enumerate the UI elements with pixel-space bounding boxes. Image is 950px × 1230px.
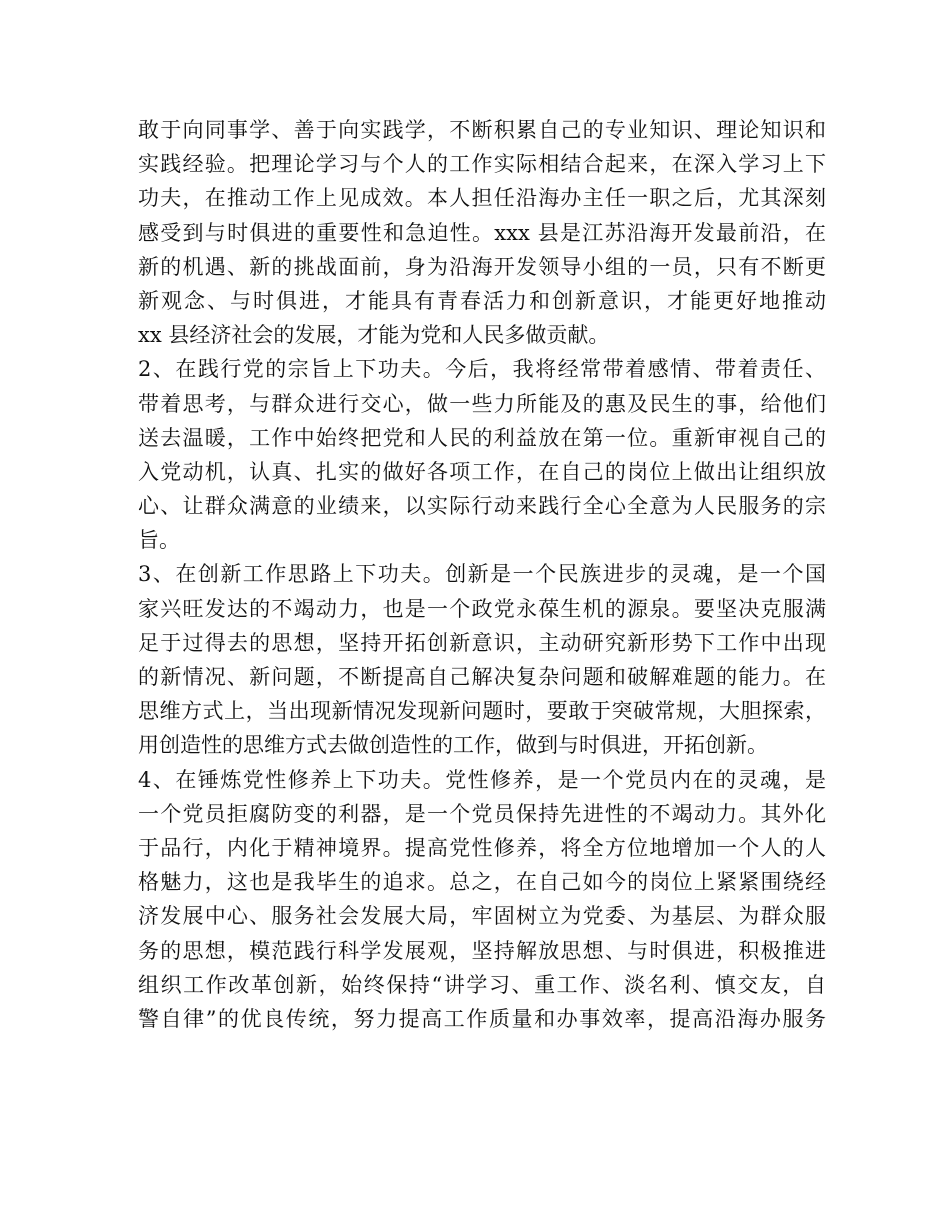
text-line: 警自律”的优良传统，努力提高工作质量和办事效率，提高沿海办服务: [138, 1006, 826, 1031]
text-line: 一个党员拒腐防变的利器，是一个党员保持先进性的不竭动力。其外化: [138, 801, 826, 826]
text-line: 实践经验。把理论学习与个人的工作实际相结合起来，在深入学习上下: [138, 152, 826, 177]
text-line: 送去温暖，工作中始终把党和人民的利益放在第一位。重新审视自己的: [138, 425, 826, 450]
text-line: 新的机遇、新的挑战面前，身为沿海开发领导小组的一员，只有不断更: [138, 254, 826, 279]
text-line: xx 县经济社会的发展，才能为党和人民多做贡献。: [138, 323, 610, 348]
text-line: 格魅力，这也是我毕生的追求。总之，在自己如今的岗位上紧紧围绕经: [138, 870, 826, 895]
text-line: 感受到与时俱进的重要性和急迫性。xxx 县是江苏沿海开发最前沿，在: [138, 220, 826, 245]
text-line: 思维方式上，当出现新情况发现新问题时，要敢于突破常规，大胆探索，: [138, 699, 826, 724]
document-body: [138, 113, 826, 1036]
text-line: 新观念、与时俱进，才能具有青春活力和创新意识，才能更好地推动: [138, 288, 826, 313]
text-line: 组织工作改革创新，始终保持“讲学习、重工作、淡名利、慎交友，自: [138, 972, 826, 997]
text-line: 心、让群众满意的业绩来，以实际行动来践行全心全意为人民服务的宗: [138, 494, 826, 519]
text-line: 用创造性的思维方式去做创造性的工作，做到与时俱进，开拓创新。: [138, 733, 768, 758]
text-line: 务的思想，模范践行科学发展观，坚持解放思想、与时俱进，积极推进: [138, 938, 826, 963]
text-line: 家兴旺发达的不竭动力，也是一个政党永葆生机的源泉。要坚决克服满: [138, 596, 826, 621]
text-line: 足于过得去的思想，坚持开拓创新意识，主动研究新形势下工作中出现: [138, 630, 826, 655]
text-line: 功夫，在推动工作上见成效。本人担任沿海办主任一职之后，尤其深刻: [138, 186, 826, 211]
text-line: 于品行，内化于精神境界。提高党性修养，将全方位地增加一个人的人: [138, 835, 826, 860]
text-line: 的新情况、新问题，不断提高自己解决复杂问题和破解难题的能力。在: [138, 665, 826, 689]
text-line: 带着思考，与群众进行交心，做一些力所能及的惠及民生的事，给他们: [138, 391, 826, 416]
text-line: 4、在锤炼党性修养上下功夫。党性修养，是一个党员内在的灵魂，是: [138, 767, 826, 792]
text-line: 敢于向同事学、善于向实践学，不断积累自己的专业知识、理论知识和: [138, 118, 826, 142]
text-line: 济发展中心、服务社会发展大局，牢固树立为党委、为基层、为群众服: [138, 904, 826, 929]
text-line: 3、在创新工作思路上下功夫。创新是一个民族进步的灵魂，是一个国: [138, 562, 826, 587]
text-line: 入党动机，认真、扎实的做好各项工作，在自己的岗位上做出让组织放: [138, 459, 826, 484]
text-line: 2、在践行党的宗旨上下功夫。今后，我将经常带着感情、带着责任、: [138, 357, 826, 382]
text-line: 旨。: [138, 528, 180, 553]
